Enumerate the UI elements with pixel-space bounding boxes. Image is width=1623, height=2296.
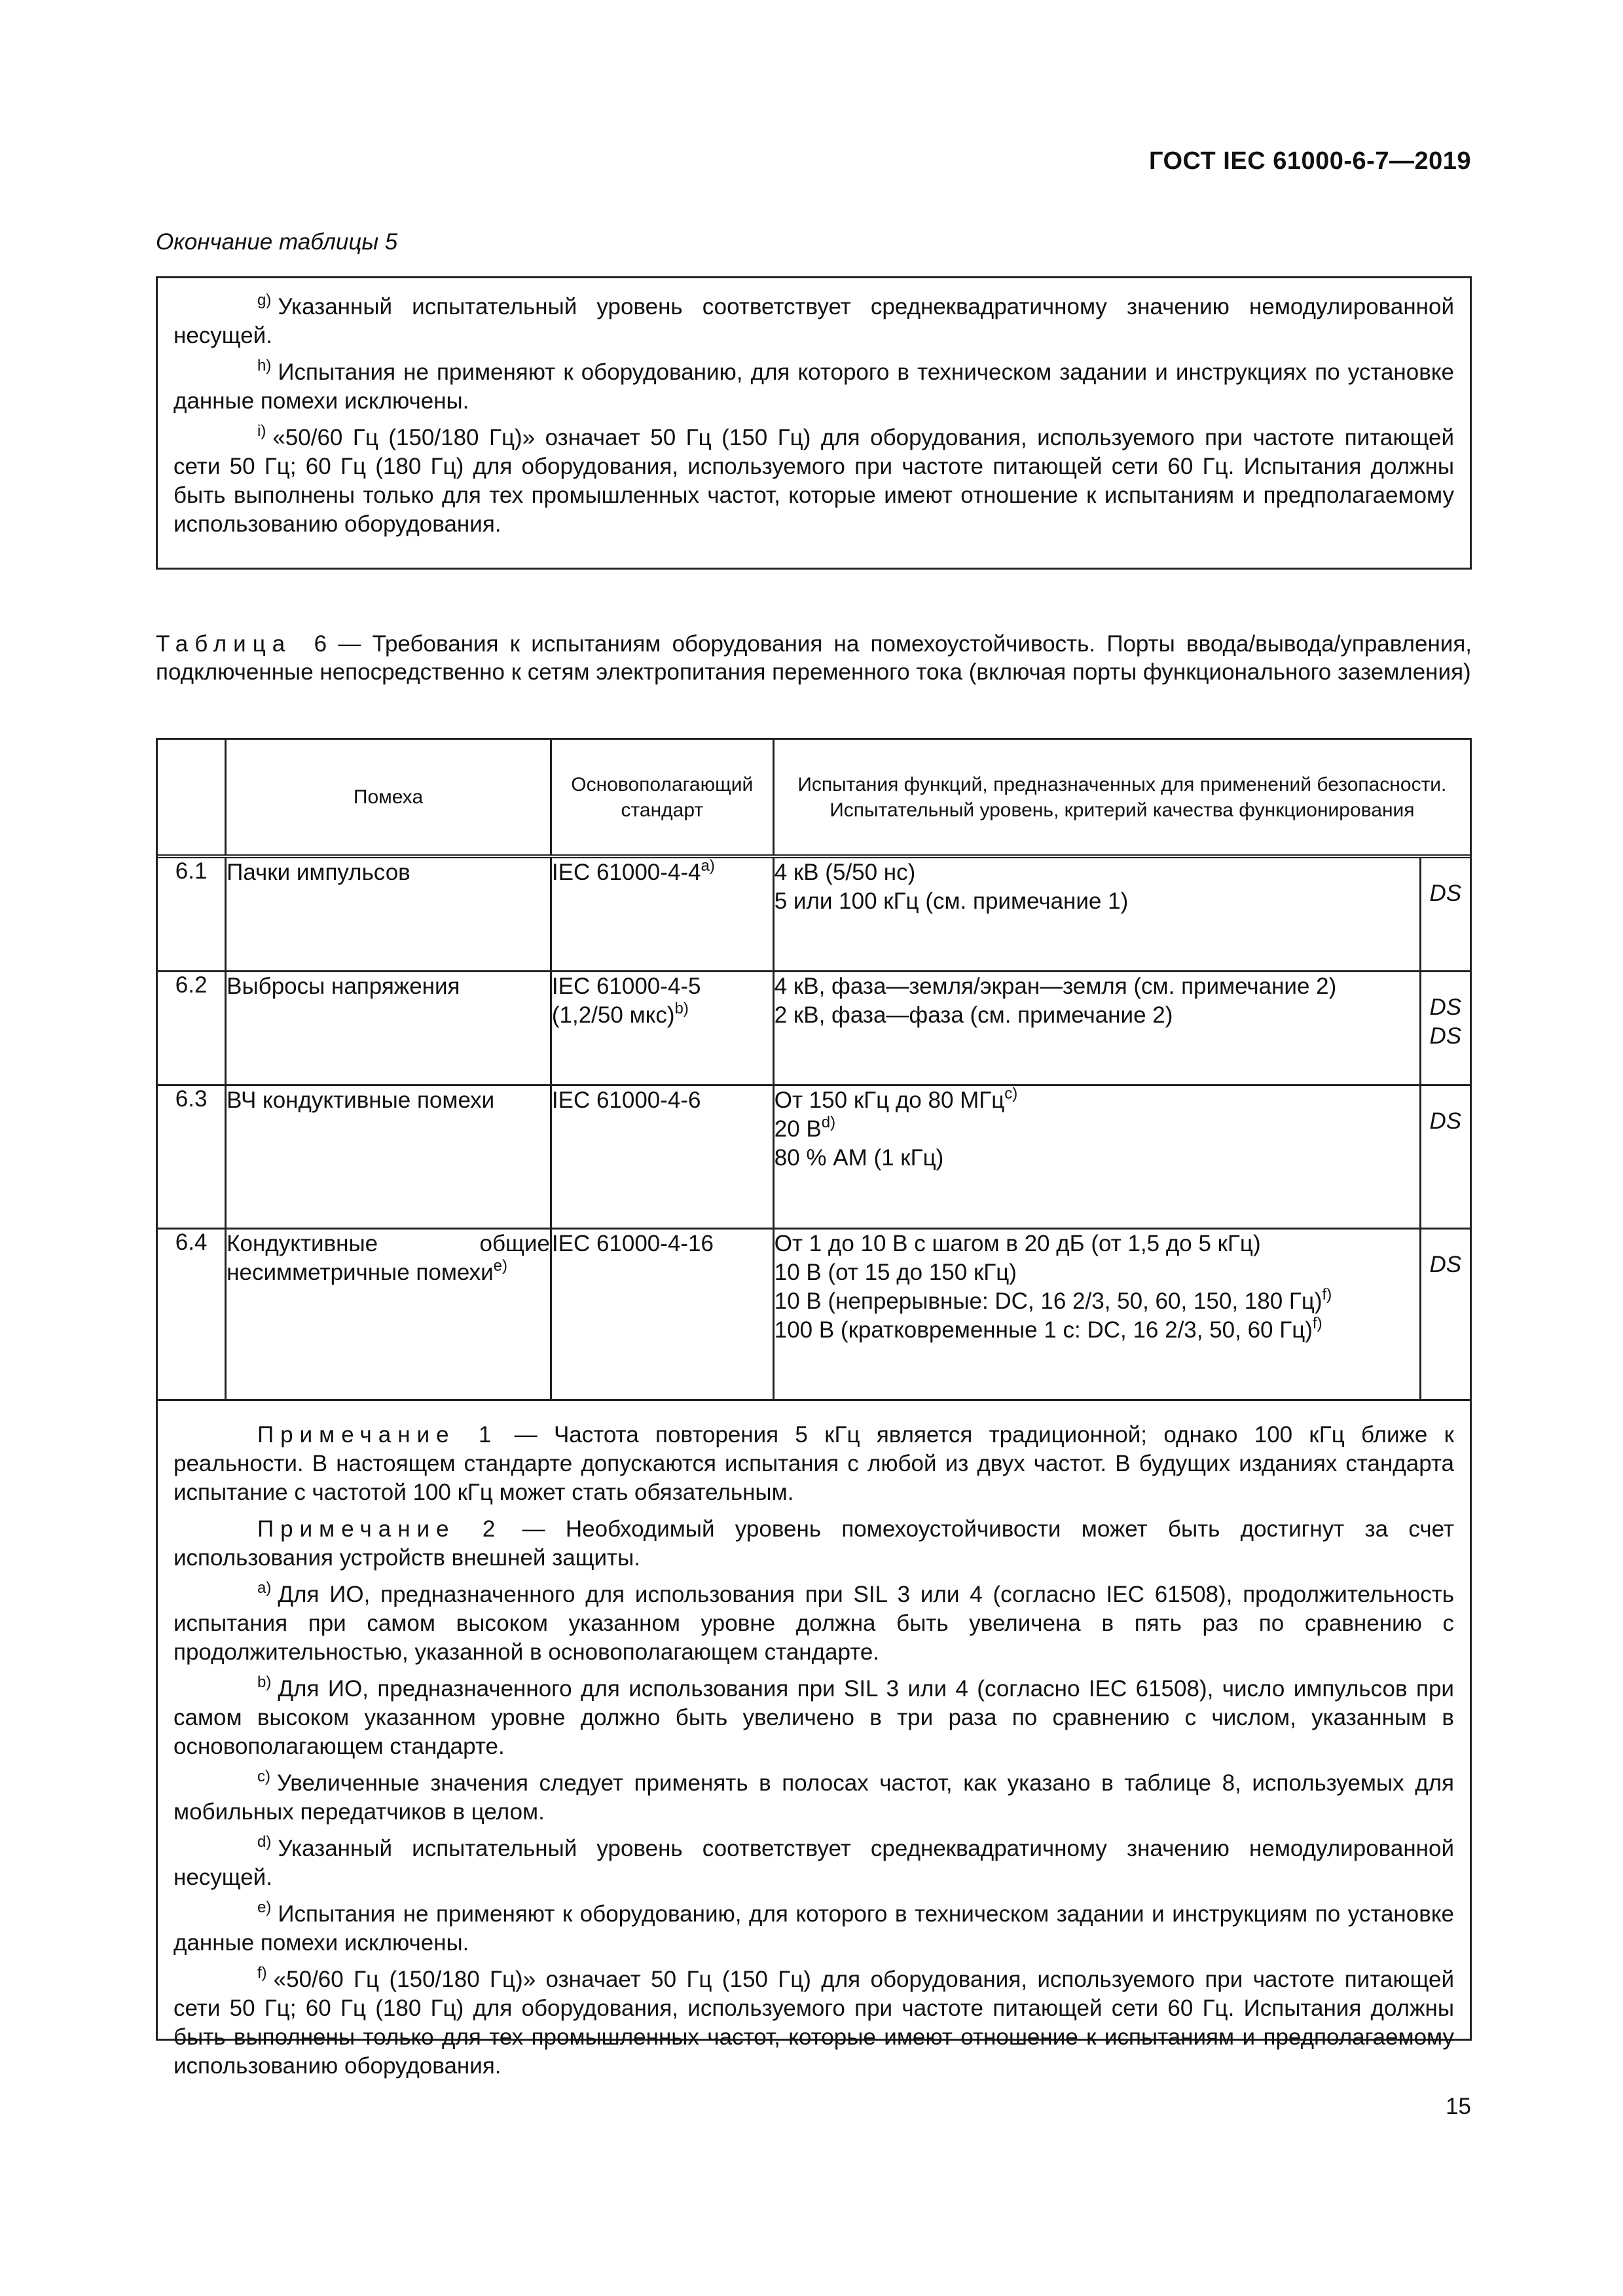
standard-cell: IEC 61000-4-6 xyxy=(551,1085,773,1229)
page-number: 15 xyxy=(1446,2094,1471,2119)
criterion-cell: DS xyxy=(1420,1229,1470,1400)
footnote-c: $^{c)}$ Увеличенные значения следует применять в полосах частот, как указано в таблице 8, используемых для мобильных передатчиков в целом. xyxy=(173,1768,1454,1825)
table-header-row xyxy=(158,740,1470,856)
row-number: 6.3 xyxy=(158,1085,226,1229)
table-row xyxy=(158,1085,1470,1229)
disturbance-cell: Кондуктивные общие несимметричные помехи$^{e)}$ xyxy=(226,1229,551,1400)
footnote-h: $^{h)}$ Испытания не применяют к оборудованию, для которого в техническом задании и инструкциях по установке данные помехи исключены. xyxy=(173,357,1454,414)
footnote-f: $^{f)}$ «50/60 Гц (150/180 Гц)» означает 50 Гц (150 Гц) для оборудования, используемого при частоте питающей сети 50 Гц; 60 Гц (180 Гц) для оборудования, используемого при частоте питающей сети 60 Гц. Испытания должны быть выполнены только для тех промышленных частот, которые имеют отношение к испытаниям и предполагаемому использованию оборудования. xyxy=(173,1964,1454,2079)
test-level-cell: От 150 кГц до 80 МГц$^{c)}$ 20 $В^{d)}$ 80 % АМ (1 кГц) xyxy=(773,1085,1420,1229)
disturbance-cell: Пачки импульсов xyxy=(226,856,551,972)
standard-cell: IEC 61000-4-16 xyxy=(551,1229,773,1400)
criterion-cell: DS xyxy=(1420,1085,1470,1229)
standard-cell: IEC 61000-4-4$^{a)}$ xyxy=(551,856,773,972)
note-1: Примечание 1 — Частота повторения 5 кГц является традиционной; однако 100 кГц ближе к реальности. В настоящем стандарте допускаются испытания с любой из двух частот. В будущих изданиях стандарта испытание с частотой 100 кГц может стать обязательным. xyxy=(173,1422,1454,1505)
table-label: Таблица xyxy=(156,631,292,657)
header-disturbance: Помеха xyxy=(226,740,551,856)
continuation-label: Окончание таблицы 5 xyxy=(156,229,398,255)
table-title: — Требования к испытаниям оборудования на помехоустойчивость. Порты ввода/вывода/управления, подключенные непосредственно к сетям электропитания переменного тока (включая порты функционального заземления) xyxy=(156,631,1472,685)
header-standard: Основополагающий стандарт xyxy=(551,740,773,856)
row-number: 6.2 xyxy=(158,972,226,1085)
footnote-i: $^{i)}$ «50/60 Гц (150/180 Гц)» означает 50 Гц (150 Гц) для оборудования, используемого при частоте питающей сети 50 Гц; 60 Гц (180 Гц) для оборудования, используемого при частоте питающей сети 60 Гц. Испытания должны быть выполнены только для тех промышленных частот, которые имеют отношение к испытаниям и предполагаемому использованию оборудования. xyxy=(173,422,1454,537)
footnote-e: $^{e)}$ Испытания не применяют к оборудованию, для которого в техническом задании и инструкциям по установке данные помехи исключены. xyxy=(173,1899,1454,1956)
notes-row xyxy=(158,1400,1470,2089)
test-level-cell: От 1 до 10 В с шагом в 20 дБ (от 1,5 до 5 кГц) 10 В (от 15 до 150 кГц) 10 В (непрерывные: DC, 16 2/3, 50, 60, 150, 180 Гц)$^{f)}$ 100 В (кратковременные 1 с: DC, 16 2/3, 50, 60 Гц)$^{f)}$ xyxy=(773,1229,1420,1400)
footnote-a: $^{a)}$ Для ИО, предназначенного для использования при SIL 3 или 4 (согласно IEC 61508), продолжительность испытания при самом высоком указанном уровне должна быть увеличена в пять раз по сравнению с продолжительностью, указанной в основополагающем стандарте. xyxy=(173,1579,1454,1665)
disturbance-cell: Выбросы напряжения xyxy=(226,972,551,1085)
note-2: Примечание 2 — Необходимый уровень помехоустойчивости может быть достигнут за счет использования устройств внешней защиты. xyxy=(173,1516,1454,1571)
header-num xyxy=(158,740,226,856)
test-level-cell: 4 кВ (5/50 нс) 5 или 100 кГц (см. примечание 1) xyxy=(773,856,1420,972)
test-level-cell: 4 кВ, фаза—земля/экран—земля (см. примечание 2) 2 кВ, фаза—фаза (см. примечание 2) xyxy=(773,972,1420,1085)
footnote-d: $^{d)}$ Указанный испытательный уровень соответствует среднеквадратичному значению немодулированной несущей. xyxy=(173,1833,1454,1890)
footnote-b: $^{b)}$ Для ИО, предназначенного для использования при SIL 3 или 4 (согласно IEC 61508), число импульсов при самом высоком указанном уровне должно быть увеличено в три раза по сравнению с числом, указанным в основополагающем стандарте. xyxy=(173,1673,1454,1759)
row-number: 6.4 xyxy=(158,1229,226,1400)
table-number: 6 xyxy=(314,631,327,657)
document-code: ГОСТ IEC 61000-6-7—2019 xyxy=(1148,147,1471,175)
notes-cell xyxy=(158,1400,1470,2089)
standard-cell: IEC 61000-4-5 (1,2/50 мкс)$^{b)}$ xyxy=(551,972,773,1085)
footnote-g: $^{g)}$ Указанный испытательный уровень соответствует среднеквадратичному значению немодулированной несущей. xyxy=(173,291,1454,348)
criterion-cell: DS DS xyxy=(1420,972,1470,1085)
table-row xyxy=(158,856,1470,972)
table6 xyxy=(156,738,1472,2079)
table-row xyxy=(158,1229,1470,1400)
disturbance-cell: ВЧ кондуктивные помехи xyxy=(226,1085,551,1229)
table6-caption xyxy=(156,630,1472,686)
header-test-requirements: Испытания функций, предназначенных для применений безопасности. Испытательный уровень, критерий качества функционирования xyxy=(773,740,1470,856)
row-number: 6.1 xyxy=(158,856,226,972)
table5-footnotes-box xyxy=(156,276,1472,570)
criterion-cell: DS xyxy=(1420,856,1470,972)
table-row xyxy=(158,972,1470,1085)
